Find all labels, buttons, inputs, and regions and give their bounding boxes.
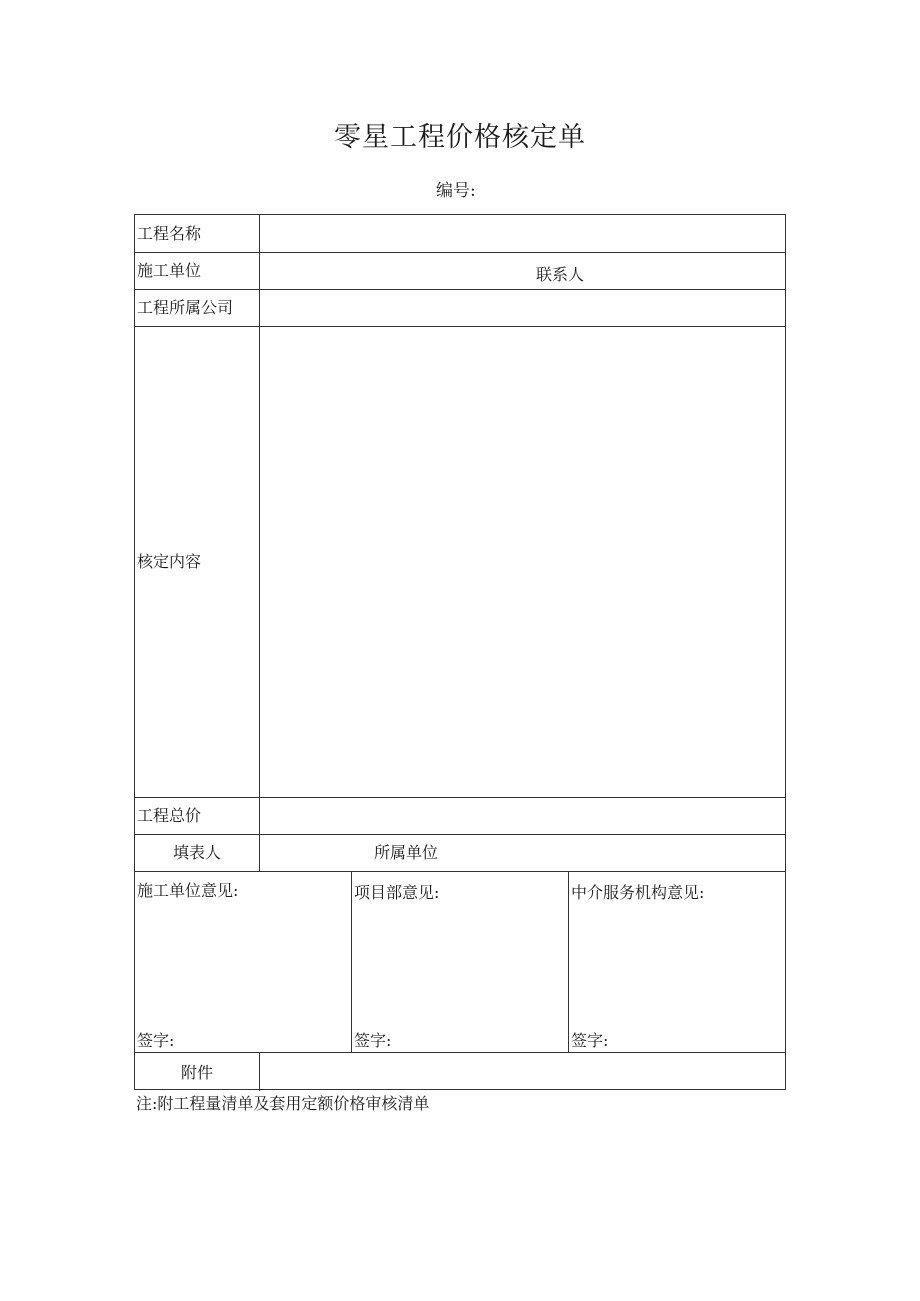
project-name-field[interactable] xyxy=(265,218,780,249)
filler-label: 填表人 xyxy=(172,843,221,862)
label-column-divider xyxy=(259,1052,260,1091)
attachment-field[interactable] xyxy=(265,1057,780,1088)
construction-unit-label: 施工单位 xyxy=(137,261,202,280)
row-divider xyxy=(135,834,785,835)
construction-unit-opinion-field[interactable] xyxy=(137,905,347,1025)
row-divider xyxy=(135,326,785,327)
company-field[interactable] xyxy=(265,292,780,323)
row-divider xyxy=(135,871,785,872)
row-divider xyxy=(135,797,785,798)
project-dept-signature-label: 签字: xyxy=(354,1031,392,1050)
construction-unit-opinion-label: 施工单位意见: xyxy=(137,881,239,900)
filler-field[interactable] xyxy=(265,838,365,869)
affiliation-label: 所属单位 xyxy=(374,843,439,862)
agency-opinion-field[interactable] xyxy=(571,907,781,1025)
construction-unit-field[interactable] xyxy=(265,255,525,286)
project-name-label: 工程名称 xyxy=(137,224,202,243)
total-price-field[interactable] xyxy=(265,801,780,832)
project-dept-opinion-field[interactable] xyxy=(354,907,564,1025)
attachment-label: 附件 xyxy=(180,1063,213,1082)
footnote: 注:附工程量清单及套用定额价格审核清单 xyxy=(136,1094,430,1113)
opinion-column-divider xyxy=(351,871,352,1052)
total-price-label: 工程总价 xyxy=(137,806,202,825)
label-column-divider xyxy=(259,215,260,871)
construction-unit-signature-label: 签字: xyxy=(137,1031,175,1050)
project-dept-opinion-label: 项目部意见: xyxy=(354,883,440,902)
opinion-column-divider xyxy=(568,871,569,1052)
serial-number-label: 编号: xyxy=(436,181,476,201)
contact-label: 联系人 xyxy=(536,265,585,284)
row-divider xyxy=(135,289,785,290)
company-label: 工程所属公司 xyxy=(137,298,234,317)
content-field[interactable] xyxy=(265,331,780,791)
row-divider xyxy=(135,1052,785,1053)
affiliation-field[interactable] xyxy=(455,838,780,869)
agency-opinion-label: 中介服务机构意见: xyxy=(571,883,705,902)
row-divider xyxy=(135,252,785,253)
document-title: 零星工程价格核定单 xyxy=(334,122,586,153)
agency-signature-label: 签字: xyxy=(571,1031,609,1050)
content-label: 核定内容 xyxy=(137,552,202,571)
contact-field[interactable] xyxy=(590,255,780,286)
price-verification-form xyxy=(134,214,786,1090)
